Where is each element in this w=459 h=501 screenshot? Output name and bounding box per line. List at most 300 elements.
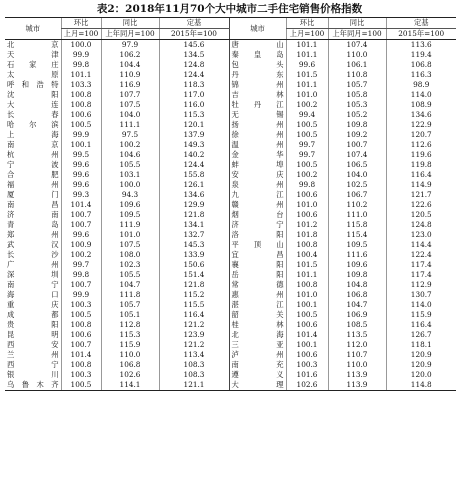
left-base-cell: 115.5	[159, 300, 229, 310]
right-base-cell: 112.6	[386, 140, 456, 150]
right-yoy-cell: 106.5	[328, 160, 386, 170]
left-yoy-cell: 100.0	[101, 180, 159, 190]
left-city-cell: 长春	[7, 110, 59, 119]
left-yoy-cell: 109.6	[101, 200, 159, 210]
left-base-cell: 121.8	[159, 210, 229, 220]
left-city-cell: 长沙	[7, 250, 59, 259]
left-yoy-cell: 108.0	[101, 250, 159, 260]
right-mom-cell: 101.5	[286, 260, 328, 270]
left-base-cell: 117.0	[159, 90, 229, 100]
right-city-cell: 平顶山	[229, 240, 286, 250]
left-base-cell: 121.2	[159, 340, 229, 350]
right-mom-cell: 102.6	[286, 380, 328, 391]
right-base-cell: 114.8	[386, 380, 456, 391]
right-base-cell: 106.8	[386, 60, 456, 70]
header-base-right: 定基	[386, 18, 456, 29]
left-mom-cell: 100.7	[61, 210, 101, 220]
left-yoy-cell: 97.5	[101, 130, 159, 140]
left-city-cell: 重庆	[7, 300, 59, 309]
right-yoy-cell: 104.0	[328, 170, 386, 180]
right-city-cell: 徐州	[229, 130, 286, 140]
right-base-cell: 118.1	[386, 340, 456, 350]
right-city-cell: 桂林	[229, 320, 286, 330]
right-city-cell: 遵义	[229, 370, 286, 380]
table-row	[5, 140, 456, 150]
right-city-cell: 洛阳	[229, 230, 286, 240]
left-mom-cell: 100.7	[61, 220, 101, 230]
left-base-cell: 108.3	[159, 360, 229, 370]
right-mom-cell: 100.1	[286, 340, 328, 350]
left-mom-cell: 99.6	[61, 180, 101, 190]
left-mom-cell: 99.3	[61, 190, 101, 200]
right-city-cell: 北海	[229, 330, 286, 340]
table-row	[5, 50, 456, 60]
left-yoy-cell: 116.9	[101, 80, 159, 90]
left-yoy-cell: 104.0	[101, 110, 159, 120]
left-yoy-cell: 105.1	[101, 310, 159, 320]
right-mom-cell: 100.8	[286, 280, 328, 290]
left-mom-cell: 99.8	[61, 60, 101, 70]
right-yoy-cell: 104.8	[328, 280, 386, 290]
left-yoy-cell: 105.5	[101, 270, 159, 280]
left-base-cell: 120.1	[159, 120, 229, 130]
right-city-cell: 安庆	[229, 170, 286, 180]
left-mom-cell: 100.7	[61, 280, 101, 290]
right-base-cell: 123.0	[386, 230, 456, 240]
right-base-cell: 124.8	[386, 220, 456, 230]
right-base-cell: 121.7	[386, 190, 456, 200]
right-mom-cell: 101.0	[286, 200, 328, 210]
left-mom-cell: 100.6	[61, 330, 101, 340]
header-mom-right: 环比	[286, 18, 328, 29]
left-base-cell: 113.4	[159, 350, 229, 360]
left-city-cell: 兰州	[7, 350, 59, 359]
right-mom-cell: 100.4	[286, 250, 328, 260]
table-row	[5, 260, 456, 270]
left-base-cell: 116.0	[159, 100, 229, 110]
right-yoy-cell: 107.4	[328, 40, 386, 51]
left-base-cell: 123.9	[159, 330, 229, 340]
table-row	[5, 320, 456, 330]
right-yoy-cell: 105.3	[328, 100, 386, 110]
left-base-cell: 121.1	[159, 380, 229, 391]
right-base-cell: 114.9	[386, 180, 456, 190]
right-mom-cell: 100.2	[286, 100, 328, 110]
right-mom-cell: 101.1	[286, 80, 328, 90]
right-mom-cell: 100.8	[286, 240, 328, 250]
right-base-cell: 120.5	[386, 210, 456, 220]
right-mom-cell: 100.5	[286, 160, 328, 170]
right-mom-cell: 100.5	[286, 310, 328, 320]
right-mom-cell: 99.7	[286, 140, 328, 150]
left-mom-cell: 100.2	[61, 250, 101, 260]
right-mom-cell: 101.1	[286, 270, 328, 280]
right-base-cell: 120.9	[386, 350, 456, 360]
right-mom-cell: 100.5	[286, 130, 328, 140]
left-base-cell: 150.6	[159, 260, 229, 270]
left-base-cell: 126.1	[159, 180, 229, 190]
left-mom-cell: 99.8	[61, 270, 101, 280]
left-mom-cell: 100.8	[61, 90, 101, 100]
right-yoy-cell: 106.7	[328, 190, 386, 200]
left-city-cell: 合肥	[7, 170, 59, 179]
right-city-cell: 岳阳	[229, 270, 286, 280]
right-mom-cell: 101.8	[286, 230, 328, 240]
right-base-cell: 114.0	[386, 300, 456, 310]
right-mom-cell: 101.2	[286, 220, 328, 230]
table-row	[5, 160, 456, 170]
left-base-cell: 134.5	[159, 50, 229, 60]
left-yoy-cell: 112.8	[101, 320, 159, 330]
header-row	[5, 18, 456, 29]
subheader-base-right: 2015年=100	[386, 29, 456, 40]
left-city-cell: 昆明	[7, 330, 59, 339]
right-base-cell: 112.9	[386, 280, 456, 290]
left-mom-cell: 101.4	[61, 350, 101, 360]
right-city-cell: 九江	[229, 190, 286, 200]
table-row	[5, 80, 456, 90]
table-row	[5, 370, 456, 380]
right-yoy-cell: 106.8	[328, 290, 386, 300]
right-mom-cell: 100.2	[286, 170, 328, 180]
left-mom-cell: 100.5	[61, 380, 101, 391]
left-base-cell: 121.2	[159, 320, 229, 330]
left-yoy-cell: 100.2	[101, 140, 159, 150]
left-yoy-cell: 103.1	[101, 170, 159, 180]
left-yoy-cell: 110.0	[101, 350, 159, 360]
left-base-cell: 145.6	[159, 40, 229, 51]
right-mom-cell: 100.1	[286, 300, 328, 310]
right-mom-cell: 101.5	[286, 70, 328, 80]
right-base-cell: 116.4	[386, 320, 456, 330]
left-yoy-cell: 104.4	[101, 60, 159, 70]
left-mom-cell: 100.8	[61, 360, 101, 370]
right-city-cell: 秦皇岛	[229, 50, 286, 60]
left-yoy-cell: 105.5	[101, 160, 159, 170]
right-city-cell: 蚌埠	[229, 160, 286, 170]
right-city-cell: 韶关	[229, 310, 286, 320]
right-base-cell: 120.7	[386, 130, 456, 140]
left-yoy-cell: 101.0	[101, 230, 159, 240]
right-yoy-cell: 109.8	[328, 120, 386, 130]
right-city-cell: 惠州	[229, 290, 286, 300]
right-base-cell: 116.4	[386, 170, 456, 180]
right-city-cell: 泉州	[229, 180, 286, 190]
left-mom-cell: 100.3	[61, 300, 101, 310]
right-base-cell: 120.0	[386, 370, 456, 380]
table-row	[5, 110, 456, 120]
right-mom-cell: 101.6	[286, 370, 328, 380]
left-city-cell: 南京	[7, 140, 59, 149]
right-city-cell: 湛江	[229, 300, 286, 310]
left-mom-cell: 100.9	[61, 240, 101, 250]
left-yoy-cell: 106.8	[101, 360, 159, 370]
right-city-cell: 宜昌	[229, 250, 286, 260]
left-base-cell: 134.1	[159, 220, 229, 230]
right-base-cell: 114.0	[386, 90, 456, 100]
right-yoy-cell: 108.5	[328, 320, 386, 330]
left-city-cell: 西安	[7, 340, 59, 349]
right-mom-cell: 101.0	[286, 290, 328, 300]
left-city-cell: 广州	[7, 260, 59, 269]
left-city-cell: 南宁	[7, 280, 59, 289]
table-row	[5, 270, 456, 280]
left-city-cell: 济南	[7, 210, 59, 219]
header-base-left: 定基	[159, 18, 229, 29]
table-row	[5, 170, 456, 180]
left-yoy-cell: 106.2	[101, 50, 159, 60]
table-row	[5, 300, 456, 310]
left-city-cell: 杭州	[7, 150, 59, 159]
left-base-cell: 116.4	[159, 310, 229, 320]
right-mom-cell: 101.1	[286, 50, 328, 60]
table-row	[5, 150, 456, 160]
subheader-mom-left: 上月=100	[61, 29, 101, 40]
right-yoy-cell: 109.5	[328, 240, 386, 250]
left-mom-cell: 100.3	[61, 370, 101, 380]
left-mom-cell: 99.5	[61, 150, 101, 160]
right-yoy-cell: 109.6	[328, 260, 386, 270]
left-base-cell: 118.3	[159, 80, 229, 90]
right-yoy-cell: 110.0	[328, 50, 386, 60]
left-mom-cell: 99.6	[61, 170, 101, 180]
subheader-base-left: 2015年=100	[159, 29, 229, 40]
table-row	[5, 330, 456, 340]
right-base-cell: 117.4	[386, 270, 456, 280]
table-row	[5, 220, 456, 230]
left-mom-cell: 100.8	[61, 100, 101, 110]
table-body	[5, 40, 456, 391]
left-city-cell: 太原	[7, 70, 59, 79]
right-yoy-cell: 110.2	[328, 200, 386, 210]
right-base-cell: 98.9	[386, 80, 456, 90]
header-yoy-right: 同比	[328, 18, 386, 29]
left-mom-cell: 99.6	[61, 230, 101, 240]
right-mom-cell: 100.3	[286, 360, 328, 370]
right-mom-cell: 99.8	[286, 180, 328, 190]
left-base-cell: 145.3	[159, 240, 229, 250]
left-city-cell: 银川	[7, 370, 59, 379]
header-city-right: 城市	[229, 18, 286, 40]
right-yoy-cell: 102.5	[328, 180, 386, 190]
left-city-cell: 深圳	[7, 270, 59, 279]
right-mom-cell: 100.5	[286, 120, 328, 130]
left-yoy-cell: 111.1	[101, 120, 159, 130]
right-city-cell: 唐山	[229, 40, 286, 51]
left-city-cell: 石家庄	[7, 60, 59, 69]
left-city-cell: 福州	[7, 180, 59, 189]
left-city-cell: 呼和浩特	[7, 80, 59, 89]
right-base-cell: 122.9	[386, 120, 456, 130]
left-city-cell: 乌鲁木齐	[5, 380, 61, 391]
left-yoy-cell: 104.6	[101, 150, 159, 160]
right-city-cell: 丹东	[229, 70, 286, 80]
left-mom-cell: 99.7	[61, 260, 101, 270]
right-mom-cell: 99.6	[286, 60, 328, 70]
left-yoy-cell: 102.3	[101, 260, 159, 270]
right-yoy-cell: 111.0	[328, 210, 386, 220]
left-base-cell: 121.8	[159, 280, 229, 290]
right-city-cell: 锦州	[229, 80, 286, 90]
left-mom-cell: 100.8	[61, 320, 101, 330]
right-yoy-cell: 106.9	[328, 310, 386, 320]
right-base-cell: 130.7	[386, 290, 456, 300]
table-row	[5, 240, 456, 250]
right-city-cell: 南充	[229, 360, 286, 370]
left-base-cell: 134.6	[159, 190, 229, 200]
header-yoy-left: 同比	[101, 18, 159, 29]
right-mom-cell: 99.7	[286, 150, 328, 160]
table-row	[5, 350, 456, 360]
right-city-cell: 大理	[229, 380, 286, 391]
right-base-cell: 134.6	[386, 110, 456, 120]
table-row	[5, 190, 456, 200]
right-yoy-cell: 110.7	[328, 350, 386, 360]
table-row	[5, 130, 456, 140]
right-yoy-cell: 104.7	[328, 300, 386, 310]
table-row	[5, 180, 456, 190]
left-mom-cell: 100.5	[61, 120, 101, 130]
left-yoy-cell: 102.6	[101, 370, 159, 380]
right-yoy-cell: 105.7	[328, 80, 386, 90]
left-mom-cell: 103.3	[61, 80, 101, 90]
right-city-cell: 牡丹江	[229, 100, 286, 110]
left-base-cell: 140.2	[159, 150, 229, 160]
left-base-cell: 133.9	[159, 250, 229, 260]
left-base-cell: 137.9	[159, 130, 229, 140]
table-row	[5, 70, 456, 80]
right-city-cell: 金华	[229, 150, 286, 160]
left-city-cell: 哈尔滨	[7, 120, 59, 129]
right-mom-cell: 100.6	[286, 210, 328, 220]
left-city-cell: 西宁	[7, 360, 59, 369]
right-base-cell: 119.8	[386, 160, 456, 170]
right-base-cell: 116.3	[386, 70, 456, 80]
right-base-cell: 119.4	[386, 50, 456, 60]
table-row	[5, 90, 456, 100]
left-city-cell: 贵阳	[7, 320, 59, 329]
left-mom-cell: 100.5	[61, 310, 101, 320]
left-city-cell: 上海	[7, 130, 59, 139]
left-city-cell: 郑州	[7, 230, 59, 239]
left-mom-cell: 101.4	[61, 200, 101, 210]
left-city-cell: 海口	[7, 290, 59, 299]
left-yoy-cell: 115.3	[101, 330, 159, 340]
subheader-yoy-right: 上年同月=100	[328, 29, 386, 40]
right-yoy-cell: 113.9	[328, 370, 386, 380]
left-base-cell: 115.2	[159, 290, 229, 300]
right-base-cell: 122.6	[386, 200, 456, 210]
left-city-cell: 厦门	[7, 190, 59, 199]
right-yoy-cell: 100.7	[328, 140, 386, 150]
right-yoy-cell: 109.8	[328, 270, 386, 280]
left-yoy-cell: 114.1	[101, 380, 159, 391]
left-city-cell: 青岛	[7, 220, 59, 229]
left-yoy-cell: 94.3	[101, 190, 159, 200]
left-base-cell: 124.4	[159, 70, 229, 80]
right-base-cell: 115.9	[386, 310, 456, 320]
right-yoy-cell: 115.4	[328, 230, 386, 240]
right-city-cell: 扬州	[229, 120, 286, 130]
left-yoy-cell: 111.8	[101, 290, 159, 300]
left-city-cell: 北京	[7, 40, 59, 49]
left-city-cell: 南昌	[7, 200, 59, 209]
left-city-cell: 宁波	[7, 160, 59, 169]
right-base-cell: 122.4	[386, 250, 456, 260]
right-base-cell: 113.6	[386, 40, 456, 51]
right-city-cell: 三亚	[229, 340, 286, 350]
right-yoy-cell: 110.8	[328, 70, 386, 80]
right-mom-cell: 100.6	[286, 320, 328, 330]
left-base-cell: 155.8	[159, 170, 229, 180]
right-mom-cell: 99.4	[286, 110, 328, 120]
left-yoy-cell: 110.9	[101, 70, 159, 80]
right-base-cell: 108.9	[386, 100, 456, 110]
right-yoy-cell: 113.5	[328, 330, 386, 340]
header-city-left: 城市	[5, 18, 61, 40]
left-base-cell: 132.7	[159, 230, 229, 240]
table-row	[5, 360, 456, 370]
right-base-cell: 120.9	[386, 360, 456, 370]
right-base-cell: 117.4	[386, 260, 456, 270]
table-row	[5, 200, 456, 210]
table-row	[5, 60, 456, 70]
right-base-cell: 119.6	[386, 150, 456, 160]
left-yoy-cell: 104.7	[101, 280, 159, 290]
left-mom-cell: 100.7	[61, 340, 101, 350]
right-city-cell: 无锡	[229, 110, 286, 120]
left-yoy-cell: 97.9	[101, 40, 159, 51]
right-mom-cell: 101.1	[286, 40, 328, 51]
right-mom-cell: 100.6	[286, 350, 328, 360]
left-city-cell: 成都	[7, 310, 59, 319]
left-yoy-cell: 107.5	[101, 240, 159, 250]
right-mom-cell: 101.4	[286, 330, 328, 340]
left-mom-cell: 100.6	[61, 110, 101, 120]
table-row	[5, 340, 456, 350]
right-yoy-cell: 110.0	[328, 360, 386, 370]
left-mom-cell: 100.0	[61, 40, 101, 51]
table-row	[5, 380, 456, 391]
right-city-cell: 包头	[229, 60, 286, 70]
right-city-cell: 襄阳	[229, 260, 286, 270]
table-row	[5, 230, 456, 240]
right-city-cell: 赣州	[229, 200, 286, 210]
table-row	[5, 290, 456, 300]
right-base-cell: 126.7	[386, 330, 456, 340]
left-yoy-cell: 107.7	[101, 90, 159, 100]
left-yoy-cell: 111.9	[101, 220, 159, 230]
left-mom-cell: 99.9	[61, 50, 101, 60]
left-base-cell: 124.4	[159, 160, 229, 170]
left-city-cell: 大连	[7, 100, 59, 109]
table-row	[5, 100, 456, 110]
right-yoy-cell: 105.8	[328, 90, 386, 100]
table-row	[5, 280, 456, 290]
right-yoy-cell: 115.8	[328, 220, 386, 230]
right-mom-cell: 101.0	[286, 90, 328, 100]
left-yoy-cell: 115.9	[101, 340, 159, 350]
left-city-cell: 沈阳	[7, 90, 59, 99]
right-base-cell: 114.4	[386, 240, 456, 250]
left-mom-cell: 99.6	[61, 160, 101, 170]
left-yoy-cell: 109.5	[101, 210, 159, 220]
left-base-cell: 149.3	[159, 140, 229, 150]
left-base-cell: 108.3	[159, 370, 229, 380]
left-mom-cell: 100.1	[61, 140, 101, 150]
left-mom-cell: 99.9	[61, 290, 101, 300]
table-row	[5, 120, 456, 130]
